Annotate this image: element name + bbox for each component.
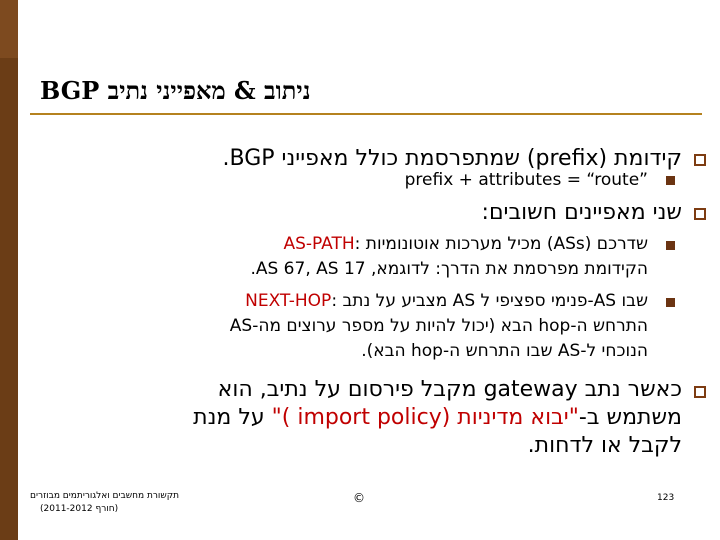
- import-policy-term: "יבוא מדיניות (import policy )": [271, 405, 579, 430]
- as-path-desc: : מכיל מערכות אוטונומיות (ASs) שדרכם: [354, 234, 648, 254]
- as-path-keyword: AS-PATH: [283, 234, 355, 254]
- bullet-route-text: prefix + attributes = “route”: [404, 170, 648, 190]
- gateway-line1: כאשר נתב gateway מקבל פירסום על נתיב, הוא: [217, 377, 682, 402]
- gateway-line2-post: על מנת: [193, 405, 272, 430]
- level1-bullet-icon: [694, 154, 706, 166]
- next-hop-keyword: NEXT-HOP: [245, 291, 332, 311]
- gateway-line2: [193, 404, 682, 432]
- next-hop-desc: : מצביע על נתב AS פנימי ספציפי ל-AS שבו: [331, 291, 648, 311]
- gateway-line2-pre: משתמש ב-: [578, 405, 682, 430]
- next-hop-line1: [245, 289, 648, 314]
- footer-course-line2: (חורף 2011-2012): [40, 504, 119, 514]
- as-path-line2: הקידומת מפרסמת את הדרך: לדוגמא, AS 67, AS 17.: [250, 259, 648, 279]
- slide-title: BGP ניתוב & מאפייני נתיב: [40, 76, 311, 105]
- next-hop-line2: התרחש ה-hop הבא (יכול להיות על מספר ערוצים מה-AS: [229, 316, 648, 336]
- gateway-line3: לקבל או לדחות.: [527, 433, 682, 458]
- title-underline: [30, 113, 702, 115]
- footer-course-line1: תקשורת מחשבים ואלגוריתמים מבוזרים: [30, 491, 180, 501]
- level2-bullet-icon: [666, 241, 675, 250]
- bullet-two-attributes-text: שני מאפיינים חשובים:: [481, 200, 682, 225]
- level2-bullet-icon: [666, 176, 675, 185]
- bullet-prefix-text: קידומת (prefix) שמתפרסמת כולל מאפייני BGP.: [222, 146, 682, 171]
- left-accent-bar: [0, 0, 18, 540]
- footer-page-number: 123: [657, 493, 675, 503]
- left-accent-bar-top: [0, 0, 18, 58]
- next-hop-line3: הנוכחי ל-AS שבו התרחש ה-hop הבא).: [361, 341, 648, 361]
- level1-bullet-icon: [694, 386, 706, 398]
- as-path-line1: [283, 232, 648, 257]
- level2-bullet-icon: [666, 298, 675, 307]
- level1-bullet-icon: [694, 208, 706, 220]
- footer-copyright: ©: [353, 491, 365, 505]
